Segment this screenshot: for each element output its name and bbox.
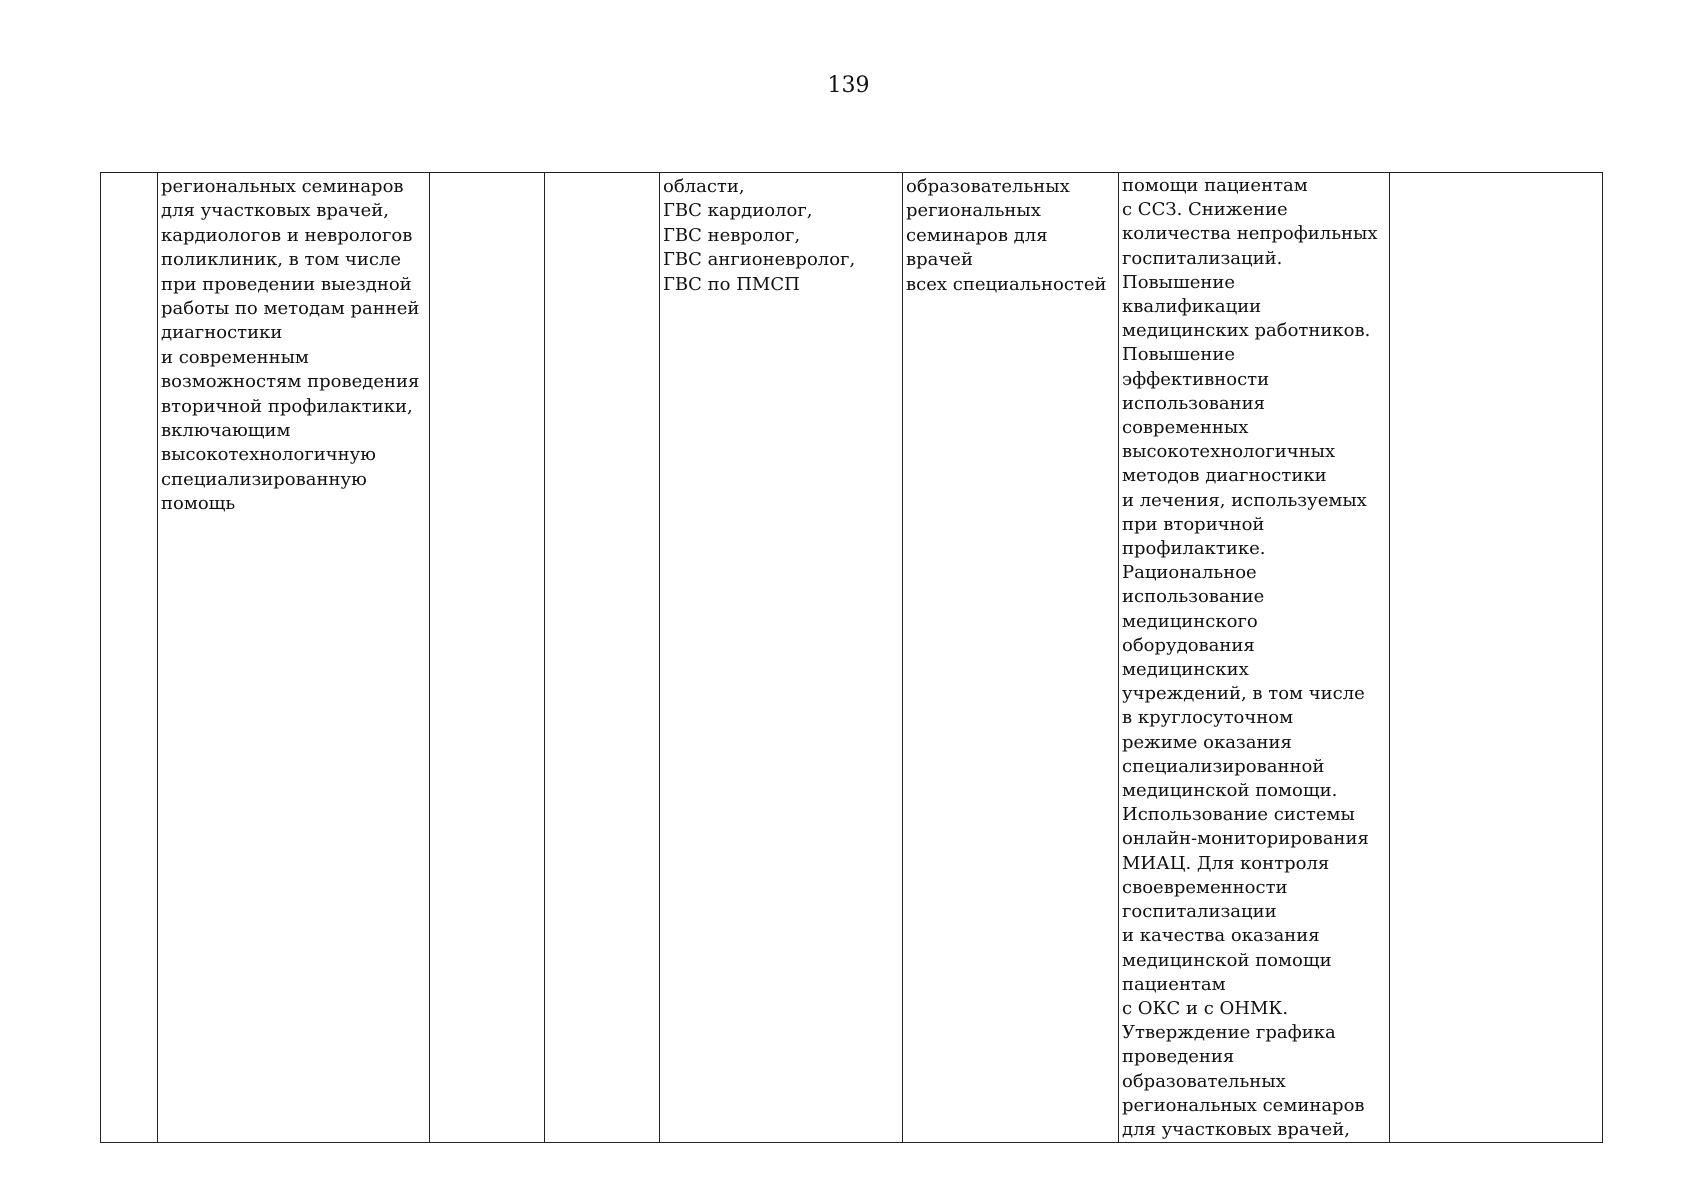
cell-results: помощи пациентам с ССЗ. Снижение количества непрофильных госпитализаций. Повышение квалификации медицинских работников. Повышение эффективности использования современных высокотехнологичных методов диагностики и лечения, используемых при вторичной профилактике. Рациональное использование медицинского оборудования медицинских учреждений, в том числе в круглосуточном режиме оказания специализированной медицинской помощи. Использование системы онлайн-мониторирования МИАЦ. Для контроля своевременности госпитализации и качества оказания медицинской помощи пациентам с ОКС и с ОНМК. Утверждение графика проведения образовательных региональных семинаров для участковых врачей, xyxy=(1119,173,1390,1143)
table-row xyxy=(101,173,1603,1143)
cell-number xyxy=(101,173,158,1143)
cell-empty-8 xyxy=(1390,173,1603,1143)
page-number: 139 xyxy=(827,73,870,98)
cell-indicator: образовательных региональных семинаров для врачей всех специальностей xyxy=(903,173,1119,1143)
cell-activity: региональных семинаров для участковых врачей, кардиологов и неврологов поликлиник, в том числе при проведении выездной работы по методам ранней диагностики и современным возможностям проведения вторичной профилактики, включающим высокотехнологичную специализированную помощь xyxy=(158,173,430,1143)
cell-responsible: области, ГВС кардиолог, ГВС невролог, ГВС ангионевролог, ГВС по ПМСП xyxy=(660,173,903,1143)
document-table xyxy=(100,172,1603,1143)
cell-empty-3 xyxy=(430,173,545,1143)
cell-empty-4 xyxy=(545,173,660,1143)
